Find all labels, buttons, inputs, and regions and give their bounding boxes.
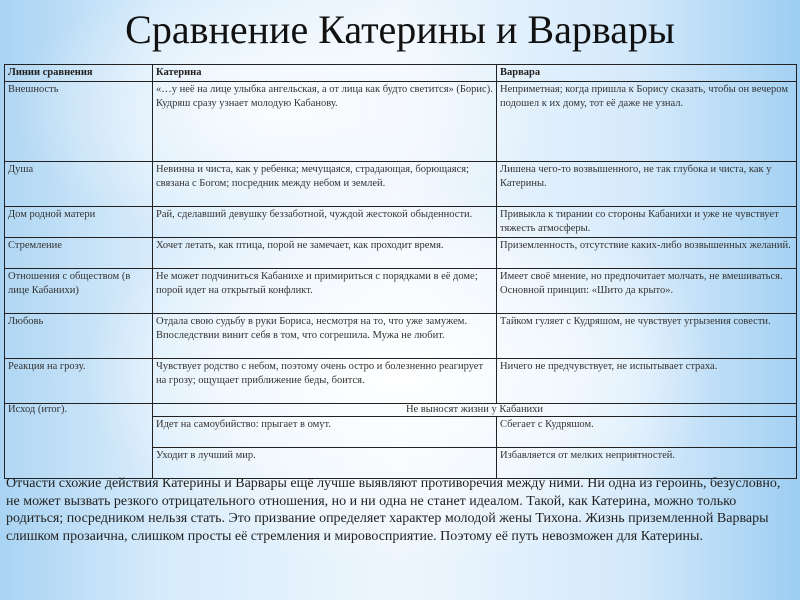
row-label: Исход (итог). [5,404,153,479]
row-label: Реакция на грозу. [5,359,153,404]
row-label: Стремление [5,238,153,269]
table-row [5,162,797,207]
row-label: Душа [5,162,153,207]
katerina-cell: Идет на самоубийство: прыгает в омут. [153,417,497,448]
varvara-cell: Ничего не предчувствует, не испытывает страха. [497,359,797,404]
table-header-row [5,65,797,82]
header-katerina: Катерина [153,65,497,82]
header-lines: Линии сравнения [5,65,153,82]
header-varvara: Варвара [497,65,797,82]
varvara-cell: Сбегает с Кудряшом. [497,417,797,448]
katerina-cell: Невинна и чиста, как у ребенка; мечущаяся, страдающая, борющаяся; связана с Богом; посредник между небом и землей. [153,162,497,207]
slide-title: Сравнение Катерины и Варвары [125,7,675,52]
katerina-cell: Уходит в лучший мир. [153,448,497,479]
varvara-cell: Неприметная; когда пришла к Борису сказать, чтобы он вечером подошел к их дому, тот её даже не узнал. [497,82,797,162]
varvara-cell: Имеет своё мнение, но предпочитает молчать, не вмешиваться. Основной принцип: «Шито да крыто». [497,269,797,314]
varvara-cell: Лишена чего-то возвышенного, не так глубока и чиста, как у Катерины. [497,162,797,207]
row-label: Любовь [5,314,153,359]
table-row [5,359,797,404]
comparison-table [4,64,797,479]
varvara-cell: Приземленность, отсутствие каких-либо возвышенных желаний. [497,238,797,269]
row-label: Отношения с обществом (в лице Кабанихи) [5,269,153,314]
table-row [5,314,797,359]
katerina-cell: Отдала свою судьбу в руки Бориса, несмотря на то, что уже замужем. Впоследствии винит себя в том, что согрешила. Мужа не любит. [153,314,497,359]
katerina-cell: Не может подчиниться Кабанихе и примириться с порядками в её доме; порой идет на открытый конфликт. [153,269,497,314]
varvara-cell: Тайком гуляет с Кудряшом, не чувствует угрызения совести. [497,314,797,359]
table-row [5,207,797,238]
table-row [5,82,797,162]
katerina-cell: Хочет летать, как птица, порой не замечает, как проходит время. [153,238,497,269]
conclusion-paragraph: Отчасти схожие действия Катерины и Варвары ещё лучше выявляют противоречия между ними. Ни одна из героинь, безусловно, не может вызвать резкого отрицательного отношения, но и ни одна не станет идеалом. Такой, как Катерина, можно только родиться; посредником нельзя стать. Это призвание определяет характер молодой жены Тихона. Жизнь приземленной Варвары слишком прозаична, слишком просты её стремления и мировосприятие. Поэтому её путь невозможен для Катерины. [6,476,781,544]
varvara-cell: Избавляется от мелких неприятностей. [497,448,797,479]
outcome-common-cell: Не выносят жизни у Кабанихи [153,404,797,417]
katerina-cell: Чувствует родство с небом, поэтому очень остро и болезненно реагирует на грозу; ощущает приближение беды, боится. [153,359,497,404]
katerina-cell: «…у неё на лице улыбка ангельская, а от лица как будто светится» (Борис). Кудряш сразу узнает молодую Кабанову. [153,82,497,162]
table-row [5,238,797,269]
outcome-row [5,404,797,417]
row-label: Дом родной матери [5,207,153,238]
varvara-cell: Привыкла к тирании со стороны Кабанихи и уже не чувствует тяжесть атмосферы. [497,207,797,238]
table-row [5,269,797,314]
row-label: Внешность [5,82,153,162]
katerina-cell: Рай, сделавший девушку беззаботной, чуждой жестокой обыденности. [153,207,497,238]
